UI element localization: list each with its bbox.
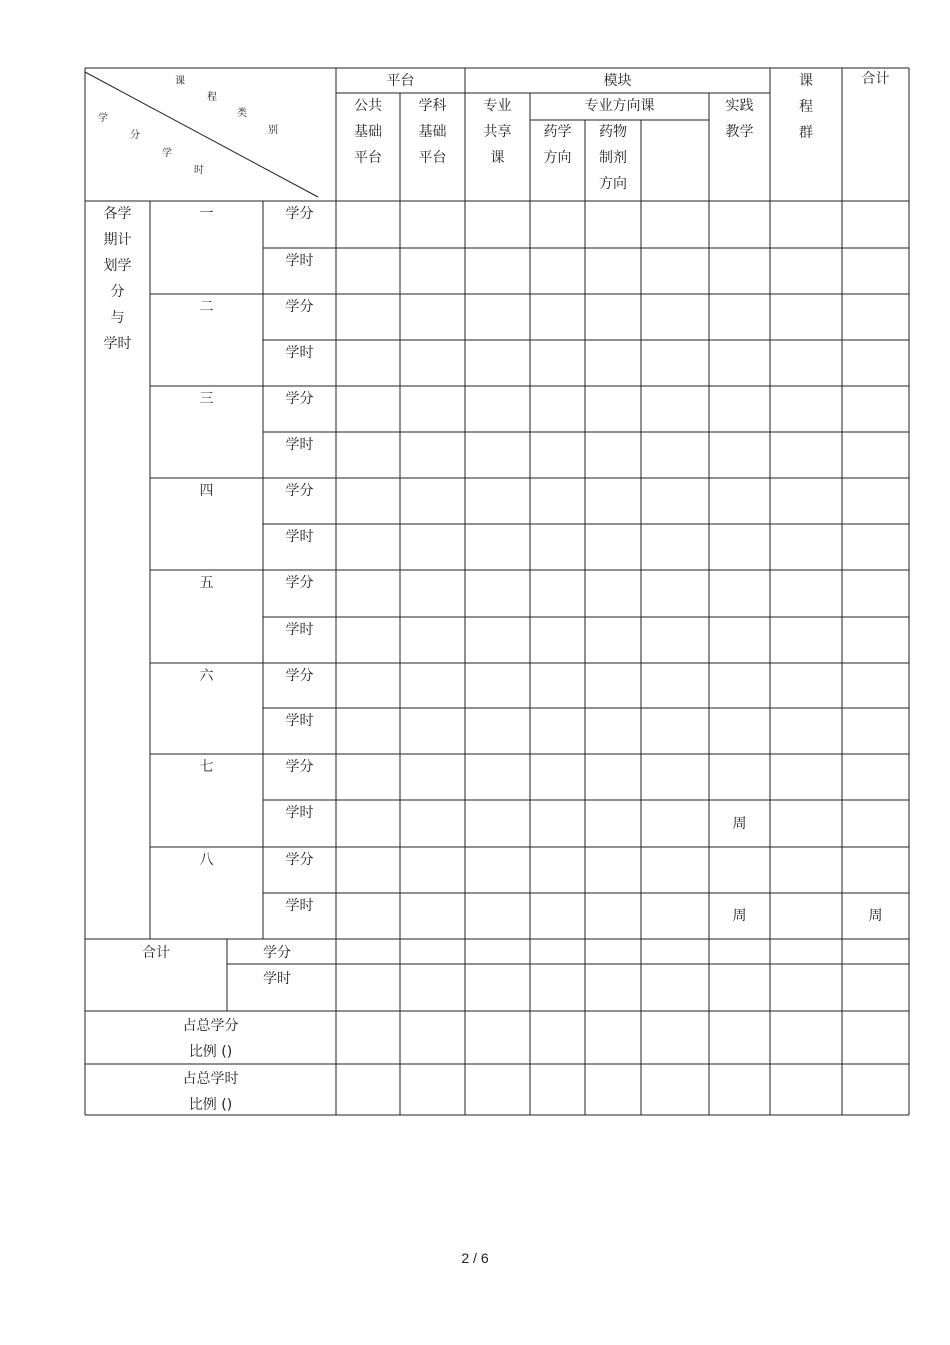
semester-credit-label: 学分 [285, 391, 314, 407]
header-platform: 平台 [386, 73, 415, 89]
header-total: 合计 [861, 71, 890, 87]
semester-label: 八 [199, 852, 214, 868]
header-pharmacy-direction: 药学 方向 [543, 124, 572, 166]
semester-hour-label: 学时 [285, 437, 314, 453]
corner-bottom-char: 学 [162, 148, 172, 159]
semester-hour-label: 学时 [285, 345, 314, 361]
corner-top-char: 类 [237, 108, 247, 119]
semester-label: 五 [199, 575, 214, 591]
corner-bottom-char: 学 [98, 113, 108, 124]
semester-credit-label: 学分 [285, 759, 314, 775]
header-pharmaceutics-direction: 药物 制剂 方向 [599, 124, 627, 192]
header-public-basic: 公共 基础 平台 [354, 98, 382, 166]
semester-credit-label: 学分 [285, 299, 314, 315]
corner-top-char: 程 [207, 92, 217, 103]
semester-label: 四 [199, 483, 214, 499]
grid-line [85, 72, 318, 197]
header-discipline-basic: 学科 基础 平台 [418, 98, 447, 166]
header-practice-teaching: 实践 教学 [725, 98, 754, 140]
semester-hour-label: 学时 [285, 622, 314, 638]
header-module: 模块 [603, 73, 632, 89]
semester-credit-label: 学分 [285, 206, 314, 222]
header-course-group: 课 程 群 [799, 73, 813, 141]
week-mark: 周 [868, 908, 883, 924]
semester-hour-label: 学时 [285, 805, 314, 821]
semester-hour-label: 学时 [285, 529, 314, 545]
hour-ratio-label: 占总学时 比例 () [182, 1071, 239, 1113]
week-mark: 周 [732, 908, 747, 924]
semester-hour-label: 学时 [285, 713, 314, 729]
week-mark: 周 [732, 816, 747, 832]
side-label: 各学 期计 划学 分 与 学时 [103, 206, 132, 352]
totals-label: 合计 [142, 945, 170, 961]
semester-credit-label: 学分 [285, 575, 314, 591]
semester-hour-label: 学时 [285, 253, 314, 269]
corner-top-char: 别 [268, 125, 278, 136]
semester-credit-label: 学分 [285, 852, 314, 868]
credit-ratio-label: 占总学分 比例 () [182, 1018, 239, 1060]
page-number: 2 / 6 [461, 1250, 489, 1266]
semester-hour-label: 学时 [285, 898, 314, 914]
header-major-shared: 专业 共享 课 [483, 98, 512, 166]
totals-credit-label: 学分 [263, 945, 291, 961]
semester-credit-label: 学分 [285, 483, 314, 499]
semester-label: 七 [199, 759, 214, 775]
semester-label: 六 [199, 668, 214, 684]
semester-label: 三 [199, 391, 214, 407]
totals-hour-label: 学时 [263, 971, 291, 987]
corner-bottom-char: 时 [194, 165, 204, 176]
semester-label: 一 [199, 206, 214, 222]
corner-bottom-char: 分 [130, 130, 140, 141]
header-major-direction: 专业方向课 [584, 98, 655, 114]
semester-label: 二 [199, 299, 214, 315]
corner-top-char: 课 [175, 76, 185, 87]
semester-credit-label: 学分 [285, 668, 314, 684]
